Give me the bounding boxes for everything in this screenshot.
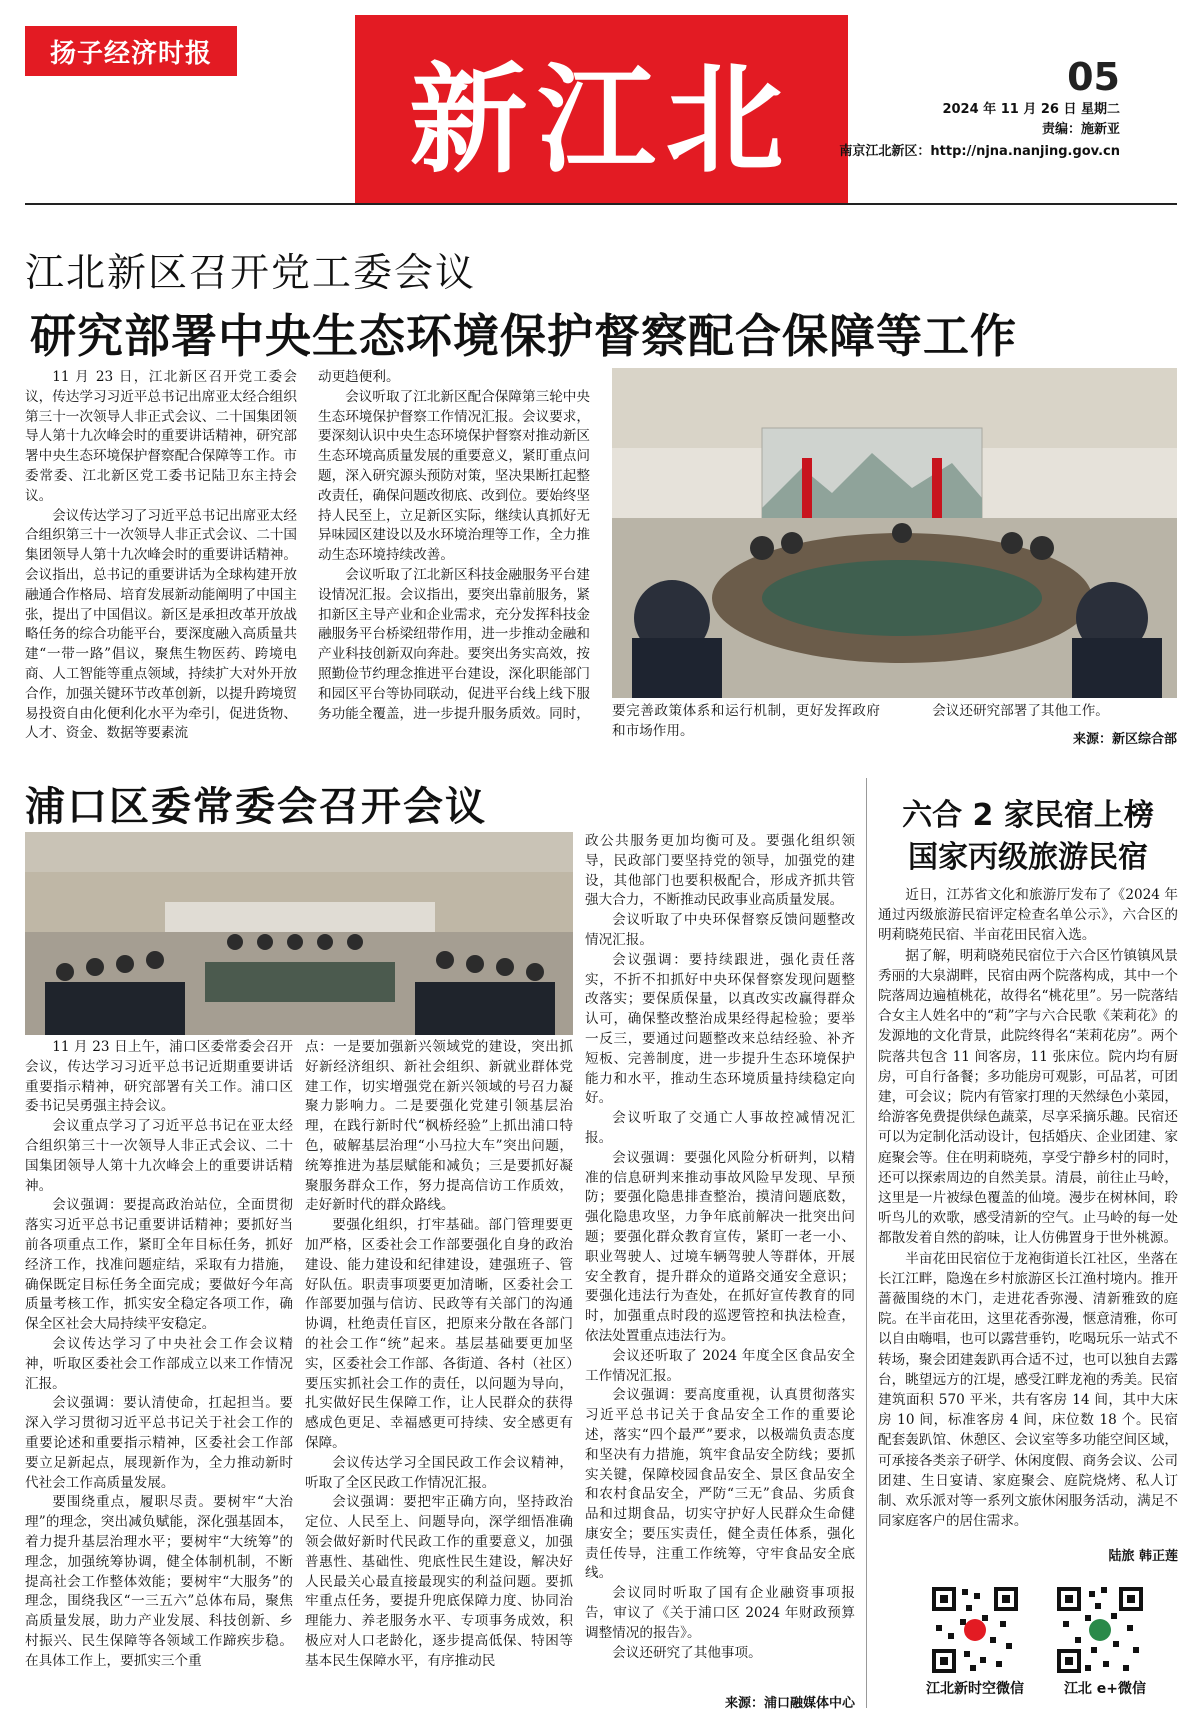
article1-column-1 (25, 368, 297, 754)
paragraph: 会议强调：要持续跟进，强化责任落实，不折不扣抓好中央环保督察发现问题整改落实；要保质保量，以真改实改赢得群众认可，确保整改整治成果经得起检验；要举一反三，要通过问题整改来总结经验、补齐短板、完善制度，进一步提升生态环境保护能力和水平，推动生态环境质量持续稳定向好。 (585, 951, 855, 1107)
paragraph: 会议强调：要把牢正确方向，坚持政治定位、人民至上、问题导向，深学细悟准确领会做好新时代民政工作的重要意义，加强普惠性、基础性、兜底性民生建设，解决好人民最关心最直接最现实的利益问题。要抓牢重点任务，要提升兜底保障力度、协同治理能力、养老服务水平、专项事务成效，积极应对人口老龄化，逐步提高低保、特困等基本民生保障水平，有序推动民 (305, 1494, 573, 1669)
article3-body (878, 885, 1178, 1545)
article2-column-2 (305, 1038, 573, 1710)
meeting-photo-1 (612, 368, 1177, 698)
article3-headline (878, 795, 1178, 879)
paragraph: 会议强调：要高度重视，认真贯彻落实习近平总书记关于食品安全工作的重要论述，落实“四个最严”要求，以极端负责态度和坚决有力措施，筑牢食品安全防线；要抓实关键，保障校园食品安全、景区食品安全和农村食品安全，严防“三无”食品、劣质食品和过期食品，切实守护好人民群众生命健康安全；要压实责任，健全责任体系，强化责任传导，注重工作统筹，守牢食品安全底线。 (585, 1387, 855, 1582)
paragraph: 要完善政策体系和运行机制，更好发挥政府和市场作用。 (612, 703, 880, 739)
paragraph: 会议听取了江北新区科技金融服务平台建设情况汇报。会议指出，要突出靠前服务，紧扣新区主导产业和企业需求，充分发挥科技金融服务平台桥梁纽带作用，进一步推动金融和产业科技创新双向奔赴。要突出务实高效，按照勤俭节约理念推进平台建设，深化职能部门和园区平台等协同联动，促进平台线上线下服务功能全覆盖，进一步提升服务质效。同时， (318, 566, 590, 722)
qr-label-1: 江北新时空微信 (926, 1681, 1024, 1697)
article2-source: 来源：浦口融媒体中心 (724, 1696, 855, 1711)
article3-headline-line-2: 国家丙级旅游民宿 (908, 840, 1148, 875)
article3-headline-line-1: 六合 2 家民宿上榜 (902, 798, 1154, 833)
article1-source: 来源：新区综合部 (1072, 732, 1177, 747)
masthead-rule (25, 203, 1177, 205)
paragraph: 会议重点学习了习近平总书记在亚太经合组织第三十一次领导人非正式会议、二十国集团领导人第十九次峰会上的重要讲话精神。 (25, 1118, 293, 1194)
paragraph: 近日，江苏省文化和旅游厅发布了《2024 年通过丙级旅游民宿评定检查名单公示》，六合区的明莉晓苑民宿、半亩花田民宿入选。 (878, 887, 1178, 944)
paragraph: 会议传达学习了中央社会工作会议精神，听取区委社会工作部成立以来工作情况汇报。 (25, 1335, 293, 1392)
paragraph: 会议同时听取了国有企业融资事项报告，审议了《关于浦口区 2024 年财政预算调整情况的报告》。 (585, 1585, 855, 1641)
page-number: 05 (1067, 55, 1120, 99)
paragraph: 会议还研究了其他事项。 (612, 1644, 762, 1661)
paragraph: 会议听取了中央环保督察反馈问题整改情况汇报。 (585, 912, 855, 948)
paragraph: 会议强调：要提高政治站位，全面贯彻落实习近平总书记重要讲话精神；要抓好当前各项重点工作，紧盯全年目标任务，抓好经济工作，找准问题症结，采取有力措施，确保既定目标任务全面完成；要做好今年高质量考核工作，抓实安全稳定各项工作，确保全区社会大局持续平安稳定。 (25, 1197, 293, 1333)
paragraph: 11 月 23 日，江北新区召开党工委会议，传达学习习近平总书记出席亚太经合组织第三十一次领导人非正式会议、二十国集团领导人第十九次峰会时的重要讲话精神，研究部署中央生态环境保护督察配合保障等工作。市委常委、江北新区党工委书记陆卫东主持会议。 (25, 369, 297, 504)
meeting-photo-2 (25, 832, 573, 1035)
paragraph: 会议强调：要强化风险分析研判，以精准的信息研判来推动事故风险早发现、早预防；要强化隐患排查整治，摸清问题底数，强化隐患攻坚，力争年底前解决一批突出问题；要强化群众教育宣传，紧盯一老一小、职业驾驶人、过境车辆驾驶人等群体，开展安全教育，提升群众的道路交通安全意识；要强化违法行为查处，在抓好宣传教育的同时，加强重点时段的巡逻管控和执法检查，依法处置重点违法行为。 (585, 1149, 855, 1344)
paragraph: 政公共服务更加均衡可及。要强化组织领导，民政部门要坚持党的领导，加强党的建设，其他部门也要积极配合，形成齐抓共管强大合力，不断推动民政事业高质量发展。 (585, 833, 855, 909)
article1-column-2 (318, 368, 590, 754)
paragraph: 会议还听取了 2024 年度全区食品安全工作情况汇报。 (585, 1347, 855, 1384)
website: 南京江北新区：http://njna.nanjing.gov.cn (839, 144, 1120, 159)
paragraph: 会议强调：要认清使命，扛起担当。要深入学习贯彻习近平总书记关于社会工作的重要论述和重要指示精神，区委社会工作部要立足新起点，展现新作为，全力推动新时代社会工作高质量发展。 (25, 1395, 293, 1491)
article2-column-1 (25, 1038, 293, 1710)
paragraph: 半亩花田民宿位于龙袍街道长江社区，坐落在长江江畔，隐逸在乡村旅游区长江渔村境内。推开蔷薇围绕的木门，走进花香弥漫、清新雅致的庭院。在半亩花田，这里花香弥漫，惬意清雅，你可以自由嗨唱，也可以露营垂钓，吃喝玩乐一站式不转场，聚会团建轰趴再合适不过，也可以独自去露台，眺望远方的江堤，感受江畔龙袍的秀美。民宿建筑面积 570 平米，共有客房 14 间，其中大床房 10 间，标准客房 4 间，床位数 18 个。民宿配套轰趴馆、休憩区、会议室等多功能空间区域，可承接各类亲子研学、休闲度假、商务会议、公司团建、生日宴请、家庭聚会、庭院烧烤、私人订制、欢乐派对等一系列文旅休闲服务活动，满足不同家庭客户的居住需求。 (878, 1250, 1178, 1530)
editor: 责编：施新亚 (1041, 122, 1120, 137)
article2-column-3 (585, 832, 855, 1687)
paragraph: 要强化组织，打牢基础。部门管理要更加严格，区委社会工作部要强化自身的政治建设、能力建设和纪律建设，建强班子、管好队伍。职责事项要更加清晰，区委社会工作部要加强与信访、民政等有关部门的沟通协调，杜绝责任盲区，把原来分散在各部门的社会工作“统”起来。基层基础要更加坚实，区委社会工作部、各街道、各村（社区）要压实抓社会工作的责任，以问题为导向，扎实做好民生保障工作，让人民群众的获得感成色更足、幸福感更可持续、安全感更有保障。 (305, 1217, 573, 1451)
paragraph: 会议还研究部署了其他工作。 (932, 703, 1109, 719)
paragraph: 会议传达学习全国民政工作会议精神，听取了全区民政工作情况汇报。 (305, 1454, 573, 1491)
article1-headline: 研究部署中央生态环境保护督察配合保障等工作 (30, 309, 1017, 363)
paragraph: 11 月 23 日上午，浦口区委常委会召开会议，传达学习习近平总书记近期重要讲话重要指示精神，研究部署有关工作。浦口区委书记吴勇强主持会议。 (25, 1039, 293, 1115)
article3-byline: 陆旅 韩正莲 (1108, 1549, 1178, 1564)
article2-headline: 浦口区委常委会召开会议 (25, 784, 487, 830)
newspaper-brand: 扬子经济时报 (25, 26, 237, 76)
issue-date: 2024 年 11 月 26 日 星期二 (942, 102, 1120, 117)
qr-label-2: 江北 e+微信 (1063, 1681, 1147, 1697)
paragraph: 会议听取了江北新区配合保障第三轮中央生态环境保护督察工作情况汇报。会议要求，要深刻认识中央生态环境保护督察对推动新区生态环境高质量发展的重要意义，紧盯重点问题，深入研究源头预防对策，坚决果断扛起整改责任，确保问题改彻底、改到位。要始终坚持人民至上，立足新区实际，继续认真抓好无异味园区建设以及水环境治理等工作，全力推动生态环境持续改善。 (318, 388, 590, 564)
article1-column-4 (905, 702, 1177, 727)
article1-column-3 (612, 702, 880, 747)
paragraph: 据了解，明莉晓苑民宿位于六合区竹镇镇风景秀丽的大泉湖畔，民宿由两个院落构成，其中一个院落周边遍植桃花，故得名“桃花里”。另一院落结合女主人姓名中的“莉”字与六合民歌《茉莉花》的发源地的文化背景，此院终得名“茉莉花房”。两个院落共包含 11 间客房，11 张床位。院内均有厨房，可自行备餐；多功能房可观影，可品茗，可团建，可会议；院内有管家打理的天然绿色小菜园，给游客免费提供绿色蔬菜，尽享采摘乐趣。民宿还可以为定制化活动设计，包括婚庆、企业团建、家庭聚会等。住在明莉晓苑，享受宁静乡村的同时，还可以探索周边的自然美景。清晨，前往止马岭，这里是一片被绿色覆盖的仙境。漫步在树林间，聆听鸟儿的欢歌，感受清新的空气。止马岭的每一处都散发着自然的韵味，让人仿佛置身于世外桃源。 (878, 947, 1178, 1247)
paragraph: 会议传达学习了习近平总书记出席亚太经合组织第三十一次领导人非正式会议、二十国集团领导人第十九次峰会时的重要讲话精神。会议指出，总书记的重要讲话为全球构建开放融通合作格局、培育发展新动能阐明了中国主张，提出了中国倡议。新区是承担改革开放战略任务的综合功能平台，要深度融入高质量共建“一带一路”倡议，聚焦生物医药、跨境电商、人工智能等重点领域，持续扩大对外开放合作，加强关键环节改革创新，以提升跨境贸易投资自由化便利化水平为牵引，促进货物、人才、资金、数据等要素流 (25, 507, 297, 742)
paragraph: 点：一是要加强新兴领域党的建设，突出抓好新经济组织、新社会组织、新就业群体党建工作，切实增强党在新兴领域的号召力凝聚力影响力。二是要强化党建引领基层治理，在践行新时代“枫桥经验”上抓出浦口特色，破解基层治理“小马拉大车”突出问题，统筹推进为基层赋能和减负；三是要抓好凝聚服务群众工作，努力提高信访工作质效，走好新时代的群众路线。 (305, 1039, 573, 1214)
masthead-title: 新江北 (355, 15, 848, 205)
article1-kicker: 江北新区召开党工委会议 (25, 251, 477, 296)
column-divider (866, 778, 867, 1708)
paragraph: 要围绕重点，履职尽责。要树牢“大治理”的理念，突出减负赋能，深化强基固本，着力提升基层治理水平；要树牢“大统筹”的理念，加强统筹协调，健全体制机制，不断提高社会工作整体效能；要树牢“大服务”的理念，围绕我区“一三五六”总体布局，聚焦高质量发展，助力产业发展、科技创新、乡村振兴、民生保障等各领域工作蹄疾步稳。在具体工作上，要抓实三个重 (25, 1494, 293, 1669)
qr-code-icon[interactable] (1055, 1585, 1145, 1675)
paragraph: 会议听取了交通亡人事故控减情况汇报。 (585, 1110, 855, 1146)
qr-code-icon[interactable] (930, 1585, 1020, 1675)
paragraph: 动更趋便利。 (318, 369, 400, 385)
